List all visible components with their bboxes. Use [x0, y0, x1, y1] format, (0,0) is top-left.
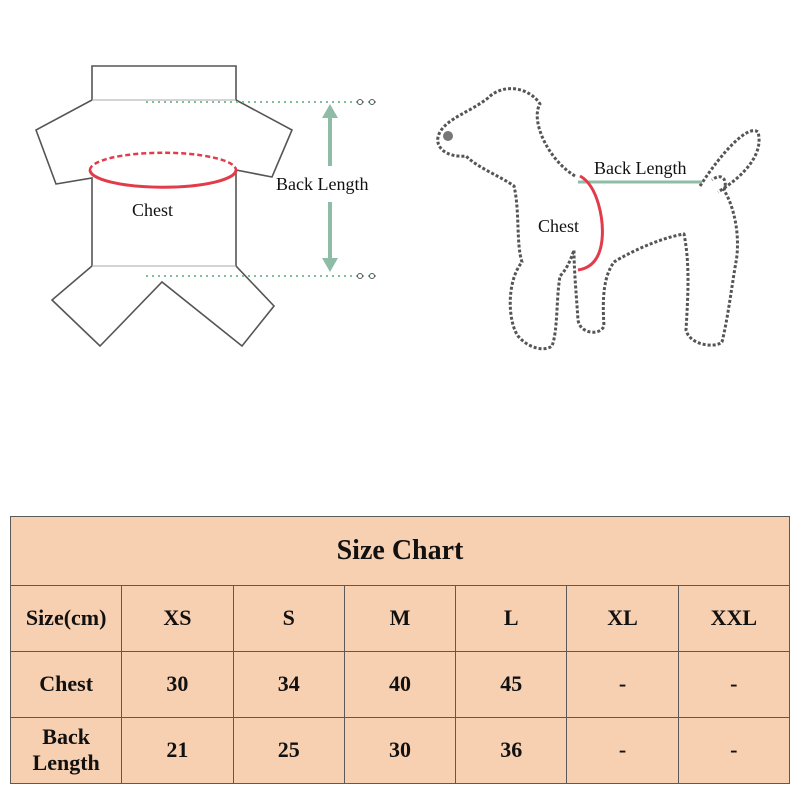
table-cell: - — [678, 651, 789, 717]
header-cell: L — [456, 585, 567, 651]
header-cell: S — [233, 585, 344, 651]
table-cell: 36 — [456, 717, 567, 783]
table-cell: 25 — [233, 717, 344, 783]
header-cell: XS — [122, 585, 233, 651]
table-cell: 34 — [233, 651, 344, 717]
header-cell: XL — [567, 585, 678, 651]
header-cell: XXL — [678, 585, 789, 651]
garment-diagram — [36, 66, 380, 346]
garment-chest-label: Chest — [132, 200, 174, 220]
row-label: Chest — [11, 651, 122, 717]
dog-chest-label: Chest — [538, 216, 580, 236]
size-chart-row-chest — [11, 651, 790, 717]
dog-back-length-label: Back Length — [594, 158, 687, 178]
size-chart-header-row — [11, 585, 790, 651]
size-chart-table — [10, 516, 790, 784]
table-cell: - — [567, 651, 678, 717]
header-cell: Size(cm) — [11, 585, 122, 651]
garment-back-length-label: Back Length — [276, 174, 369, 194]
table-cell: 21 — [122, 717, 233, 783]
table-cell: 40 — [344, 651, 455, 717]
table-cell: 30 — [344, 717, 455, 783]
header-cell: M — [344, 585, 455, 651]
dog-chest-curve — [578, 176, 602, 270]
dog-nose — [443, 131, 453, 141]
size-chart-title: Size Chart — [11, 517, 790, 586]
table-cell: 45 — [456, 651, 567, 717]
dog-diagram — [438, 89, 759, 349]
table-cell: - — [678, 717, 789, 783]
dog-tail — [700, 131, 759, 192]
size-chart-row-back-length — [11, 717, 790, 783]
dog-outline — [438, 89, 738, 349]
row-label: Back Length — [11, 717, 122, 783]
table-cell: 30 — [122, 651, 233, 717]
table-cell: - — [567, 717, 678, 783]
